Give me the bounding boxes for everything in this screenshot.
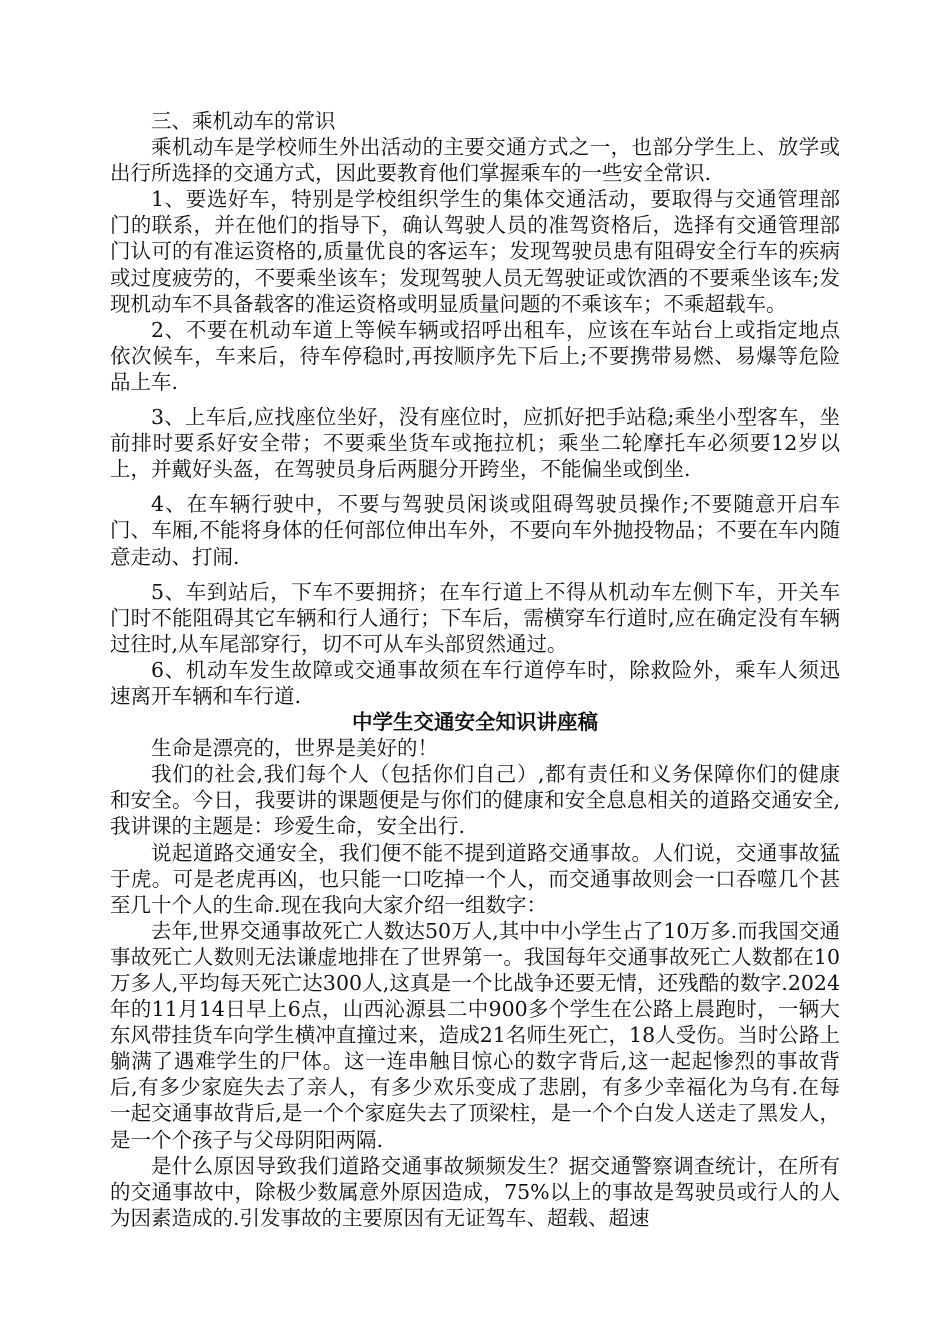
- paragraph: 我们的社会,我们每个人（包括你们自己）,都有责任和义务保障你们的健康和安全。今日，我要讲的课题便是与你们的健康和安全息息相关的道路交通安全,我讲课的主题是：珍爱生命，安全出行.: [110, 762, 840, 839]
- paragraph: 2、不要在机动车道上等候车辆或招呼出租车，应该在车站台上或指定地点依次候车，车来后，待车停稳时,再按顺序先下后上;不要携带易燃、易爆等危险品上车.: [110, 317, 840, 394]
- document-title: 中学生交通安全知识讲座稿: [352, 710, 598, 735]
- paragraph: 是什么原因导致我们道路交通事故频频发生？据交通警察调查统计，在所有的交通事故中，除极少数属意外原因造成，75%以上的事故是驾驶员或行人的人为因素造成的.引发事故的主要原因有无证驾车、超载、超速: [110, 1153, 840, 1230]
- paragraph: 说起道路交通安全，我们便不能不提到道路交通事故。人们说，交通事故猛于虎。可是老虎再凶，也只能一口吃掉一个人，而交通事故则会一口吞噬几个甚至几十个人的生命.现在我向大家介绍一组数字：: [110, 840, 840, 917]
- paragraph: 1、要选好车，特别是学校组织学生的集体交通活动，要取得与交通管理部门的联系，并在他们的指导下，确认驾驶人员的准驾资格后，选择有交通管理部门认可的有准运资格的,质量优良的客运车；发现驾驶员患有阻碍安全行车的疾病或过度疲劳的，不要乘坐该车；发现驾驶人员无驾驶证或饮酒的不要乘坐该车;发现机动车不具备载客的准运资格或明显质量问题的不乘该车；不乘超载车。: [110, 187, 840, 316]
- paragraph: 3、上车后,应找座位坐好，没有座位时，应抓好把手站稳;乘坐小型客车，坐前排时要系好安全带；不要乘坐货车或拖拉机；乘坐二轮摩托车必须要12岁以上，并戴好头盔，在驾驶员身后两腿分开跨坐，不能偏坐或倒坐.: [110, 405, 840, 482]
- paragraph: 4、在车辆行驶中，不要与驾驶员闲谈或阻碍驾驶员操作;不要随意开启车门、车厢,不能将身体的任何部位伸出车外，不要向车外抛投物品；不要在车内随意走动、打闹.: [110, 492, 840, 569]
- paragraph: 5、车到站后，下车不要拥挤；在车行道上不得从机动车左侧下车，开关车门时不能阻碍其它车辆和行人通行；下车后，需横穿车行道时,应在确定没有车辆过往时,从车尾部穿行，切不可从车头部贸然通过。: [110, 579, 840, 656]
- paragraph: 乘机动车是学校师生外出活动的主要交通方式之一，也部分学生上、放学或出行所选择的交通方式，因此要教育他们掌握乘车的一些安全常识.: [110, 135, 840, 186]
- paragraph: 生命是漂亮的，世界是美好的！: [151, 736, 438, 761]
- section-heading: 三、乘机动车的常识: [151, 109, 336, 133]
- paragraph: 去年,世界交通事故死亡人数达50万人,其中中小学生占了10万多.而我国交通事故死亡人数则无法谦虚地排在了世界第一。我国每年交通事故死亡人数都在10万多人,平均每天死亡达300人,这真是一个比战争还要无情，还残酷的数字.2024年的11月14日早上6点，山西沁源县二中900多个学生在公路上晨跑时，一辆大东风带挂货车向学生横冲直撞过来，造成21名师生死亡，18人受伤。当时公路上躺满了遇难学生的尸体。这一连串触目惊心的数字背后,这一起起惨烈的事故背后,有多少家庭失去了亲人，有多少欢乐变成了悲剧，有多少幸福化为乌有.在每一起交通事故背后,是一个个家庭失去了顶梁柱，是一个个白发人送走了黑发人，是一个个孩子与父母阴阳两隔.: [110, 918, 840, 1152]
- document-page: [110, 108, 840, 1231]
- paragraph: 6、机动车发生故障或交通事故须在车行道停车时，除救险外，乘车人须迅速离开车辆和车行道.: [110, 657, 840, 708]
